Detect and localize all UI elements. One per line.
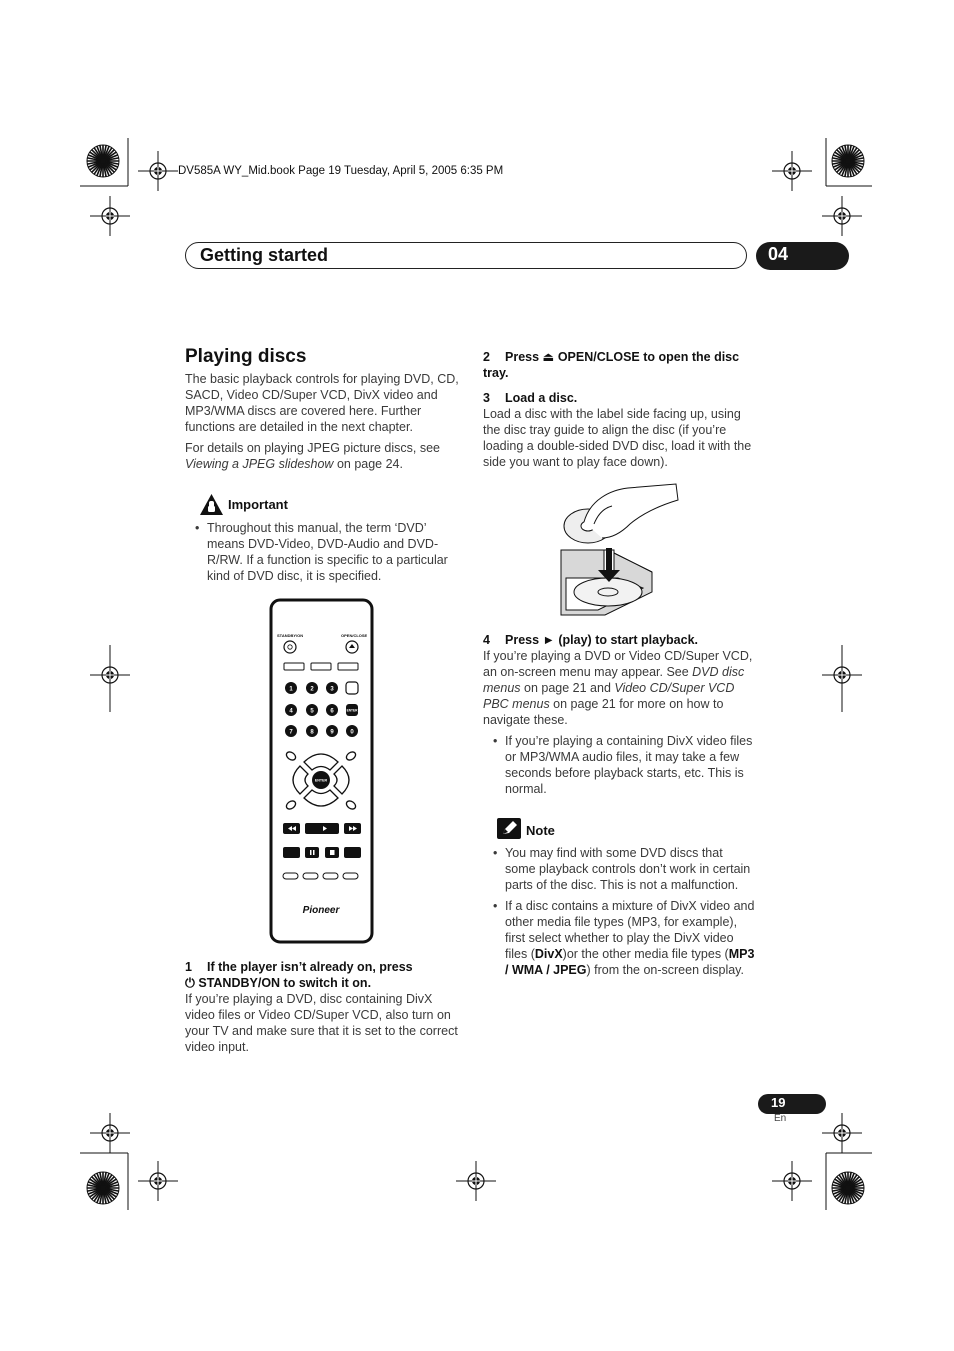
- disc-loading-illustration: [558, 480, 682, 620]
- intro-paragraph: The basic playback controls for playing DVD, CD, SACD, Video CD/Super VCD, DivX video and MP3/WMA discs are covered here. Further functions are detailed in the next chapter.: [185, 372, 459, 434]
- note-2-mp3-wma-jpeg: MP3 / WMA / JPEG: [505, 947, 755, 977]
- page-number: 19: [771, 1095, 786, 1110]
- digit-8: 8: [310, 729, 314, 736]
- step-1: [185, 959, 463, 1055]
- note-list: [483, 845, 755, 978]
- step-4-title-a: Press: [505, 633, 543, 647]
- note-item-2: [483, 898, 755, 978]
- step-4-bullet: • If you’re playing a containing DivX video files or MP3/WMA audio files, it may take a few seconds before playback starts, etc. This is normal.: [483, 733, 758, 797]
- jpeg-paragraph: [185, 440, 463, 472]
- digit-7: 7: [289, 729, 293, 736]
- step-1-title: [185, 959, 463, 991]
- step-4-number: 4: [483, 633, 490, 647]
- jpeg-text-pre: For details on playing JPEG picture discs, see: [185, 441, 440, 455]
- jpeg-text-post: on page 24.: [333, 457, 403, 471]
- warning-hand-icon: [199, 493, 224, 516]
- step-1-text: If you’re playing a DVD, disc containing DivX video files or Video CD/Super VCD, also turn on your TV and make sure that it is set to the correct video input.: [185, 992, 458, 1054]
- remote-brand-logo: Pioneer: [302, 905, 340, 916]
- important-item: • Throughout this manual, the term ‘DVD’ means DVD-Video, DVD-Audio and DVD-R/RW. If a function is specific to a particular kind of DVD disc, it is specified.: [185, 520, 465, 584]
- step-2-title-a: Press: [505, 350, 543, 364]
- dvd-disc-menus-reference: DVD disc menus: [483, 665, 745, 695]
- step-1-title-a: If the player isn’t already on, press: [207, 960, 413, 974]
- eject-icon: ⏏: [542, 350, 555, 364]
- step-4-text-3: on page 21 for more on how to navigate these.: [483, 697, 724, 727]
- step-4-text-1: If you’re playing a DVD or Video CD/Super VCD, an on-screen menu may appear. See: [483, 649, 753, 679]
- step-3: [483, 390, 758, 470]
- jpeg-reference: Viewing a JPEG slideshow: [185, 457, 334, 471]
- step-2: [483, 349, 755, 381]
- note-pencil-icon: [497, 818, 521, 839]
- note-2-divx: DivX: [534, 947, 563, 961]
- remote-control-illustration: [268, 598, 376, 946]
- language-code: En: [774, 1113, 787, 1124]
- section-title: Getting started: [200, 245, 329, 265]
- page-number-tab: [758, 1094, 826, 1114]
- step-1-number: 1: [185, 960, 192, 974]
- step-2-title-b: OPEN/CLOSE to open the disc tray.: [483, 350, 740, 380]
- step-4-text: [483, 648, 758, 728]
- digit-3: 3: [330, 686, 334, 693]
- digit-0: 0: [350, 729, 354, 736]
- step-1-title-b: STANDBY/ON to switch it on.: [194, 976, 372, 990]
- note-label: Note: [526, 823, 555, 838]
- chapter-tab: [756, 242, 849, 270]
- file-info: DV585A WY_Mid.book Page 19 Tuesday, April 5, 2005 6:35 PM: [178, 165, 504, 177]
- step-4: [483, 632, 758, 797]
- step-2-number: 2: [483, 350, 490, 364]
- step-2-title: [483, 349, 755, 381]
- step-4-title: [483, 632, 758, 648]
- play-icon: ►: [542, 633, 555, 647]
- digit-1: 1: [289, 686, 293, 693]
- step-3-title-text: Load a disc.: [505, 391, 578, 405]
- remote-standby-label: STANDBY/ON: [277, 633, 304, 638]
- page-heading: Playing discs: [185, 346, 307, 367]
- step-3-text: Load a disc with the label side facing up, using the disc tray guide to align the disc (if you’re loading a double-sided DVD disc, load it with the side you want to play face down).: [483, 407, 752, 469]
- remote-open-label: OPEN/CLOSE: [341, 633, 368, 638]
- remote-enter-small: ENTER: [346, 708, 358, 713]
- note-2-text-e: ) from the on-screen display.: [586, 963, 744, 977]
- note-2-text-c: )or the other media file types (: [562, 947, 729, 961]
- digit-4: 4: [289, 708, 293, 715]
- chapter-number: 04: [768, 244, 789, 264]
- digit-6: 6: [330, 708, 334, 715]
- step-4-text-2: on page 21 and: [520, 681, 615, 695]
- note-item-1: • You may find with some DVD discs that some playback controls don’t work in certain parts of the disc. This is not a malfunction.: [483, 845, 755, 893]
- step-3-number: 3: [483, 391, 490, 405]
- digit-2: 2: [310, 686, 314, 693]
- remote-enter-label: ENTER: [314, 778, 328, 783]
- step-3-title: [483, 390, 758, 406]
- step-4-title-b: (play) to start playback.: [554, 633, 699, 647]
- digit-5: 5: [310, 708, 314, 715]
- digit-9: 9: [330, 729, 334, 736]
- intro-block: [185, 371, 463, 472]
- pbc-menus-reference: Video CD/Super VCD PBC menus: [483, 681, 735, 711]
- note-2-text-a: If a disc contains a mixture of DivX video and other media file types (MP3, for example), first select whether to play the DivX video files (: [505, 899, 755, 961]
- important-list: [185, 520, 465, 584]
- section-banner: [185, 242, 747, 269]
- power-icon: ⏻: [185, 976, 195, 990]
- important-label: Important: [228, 497, 288, 512]
